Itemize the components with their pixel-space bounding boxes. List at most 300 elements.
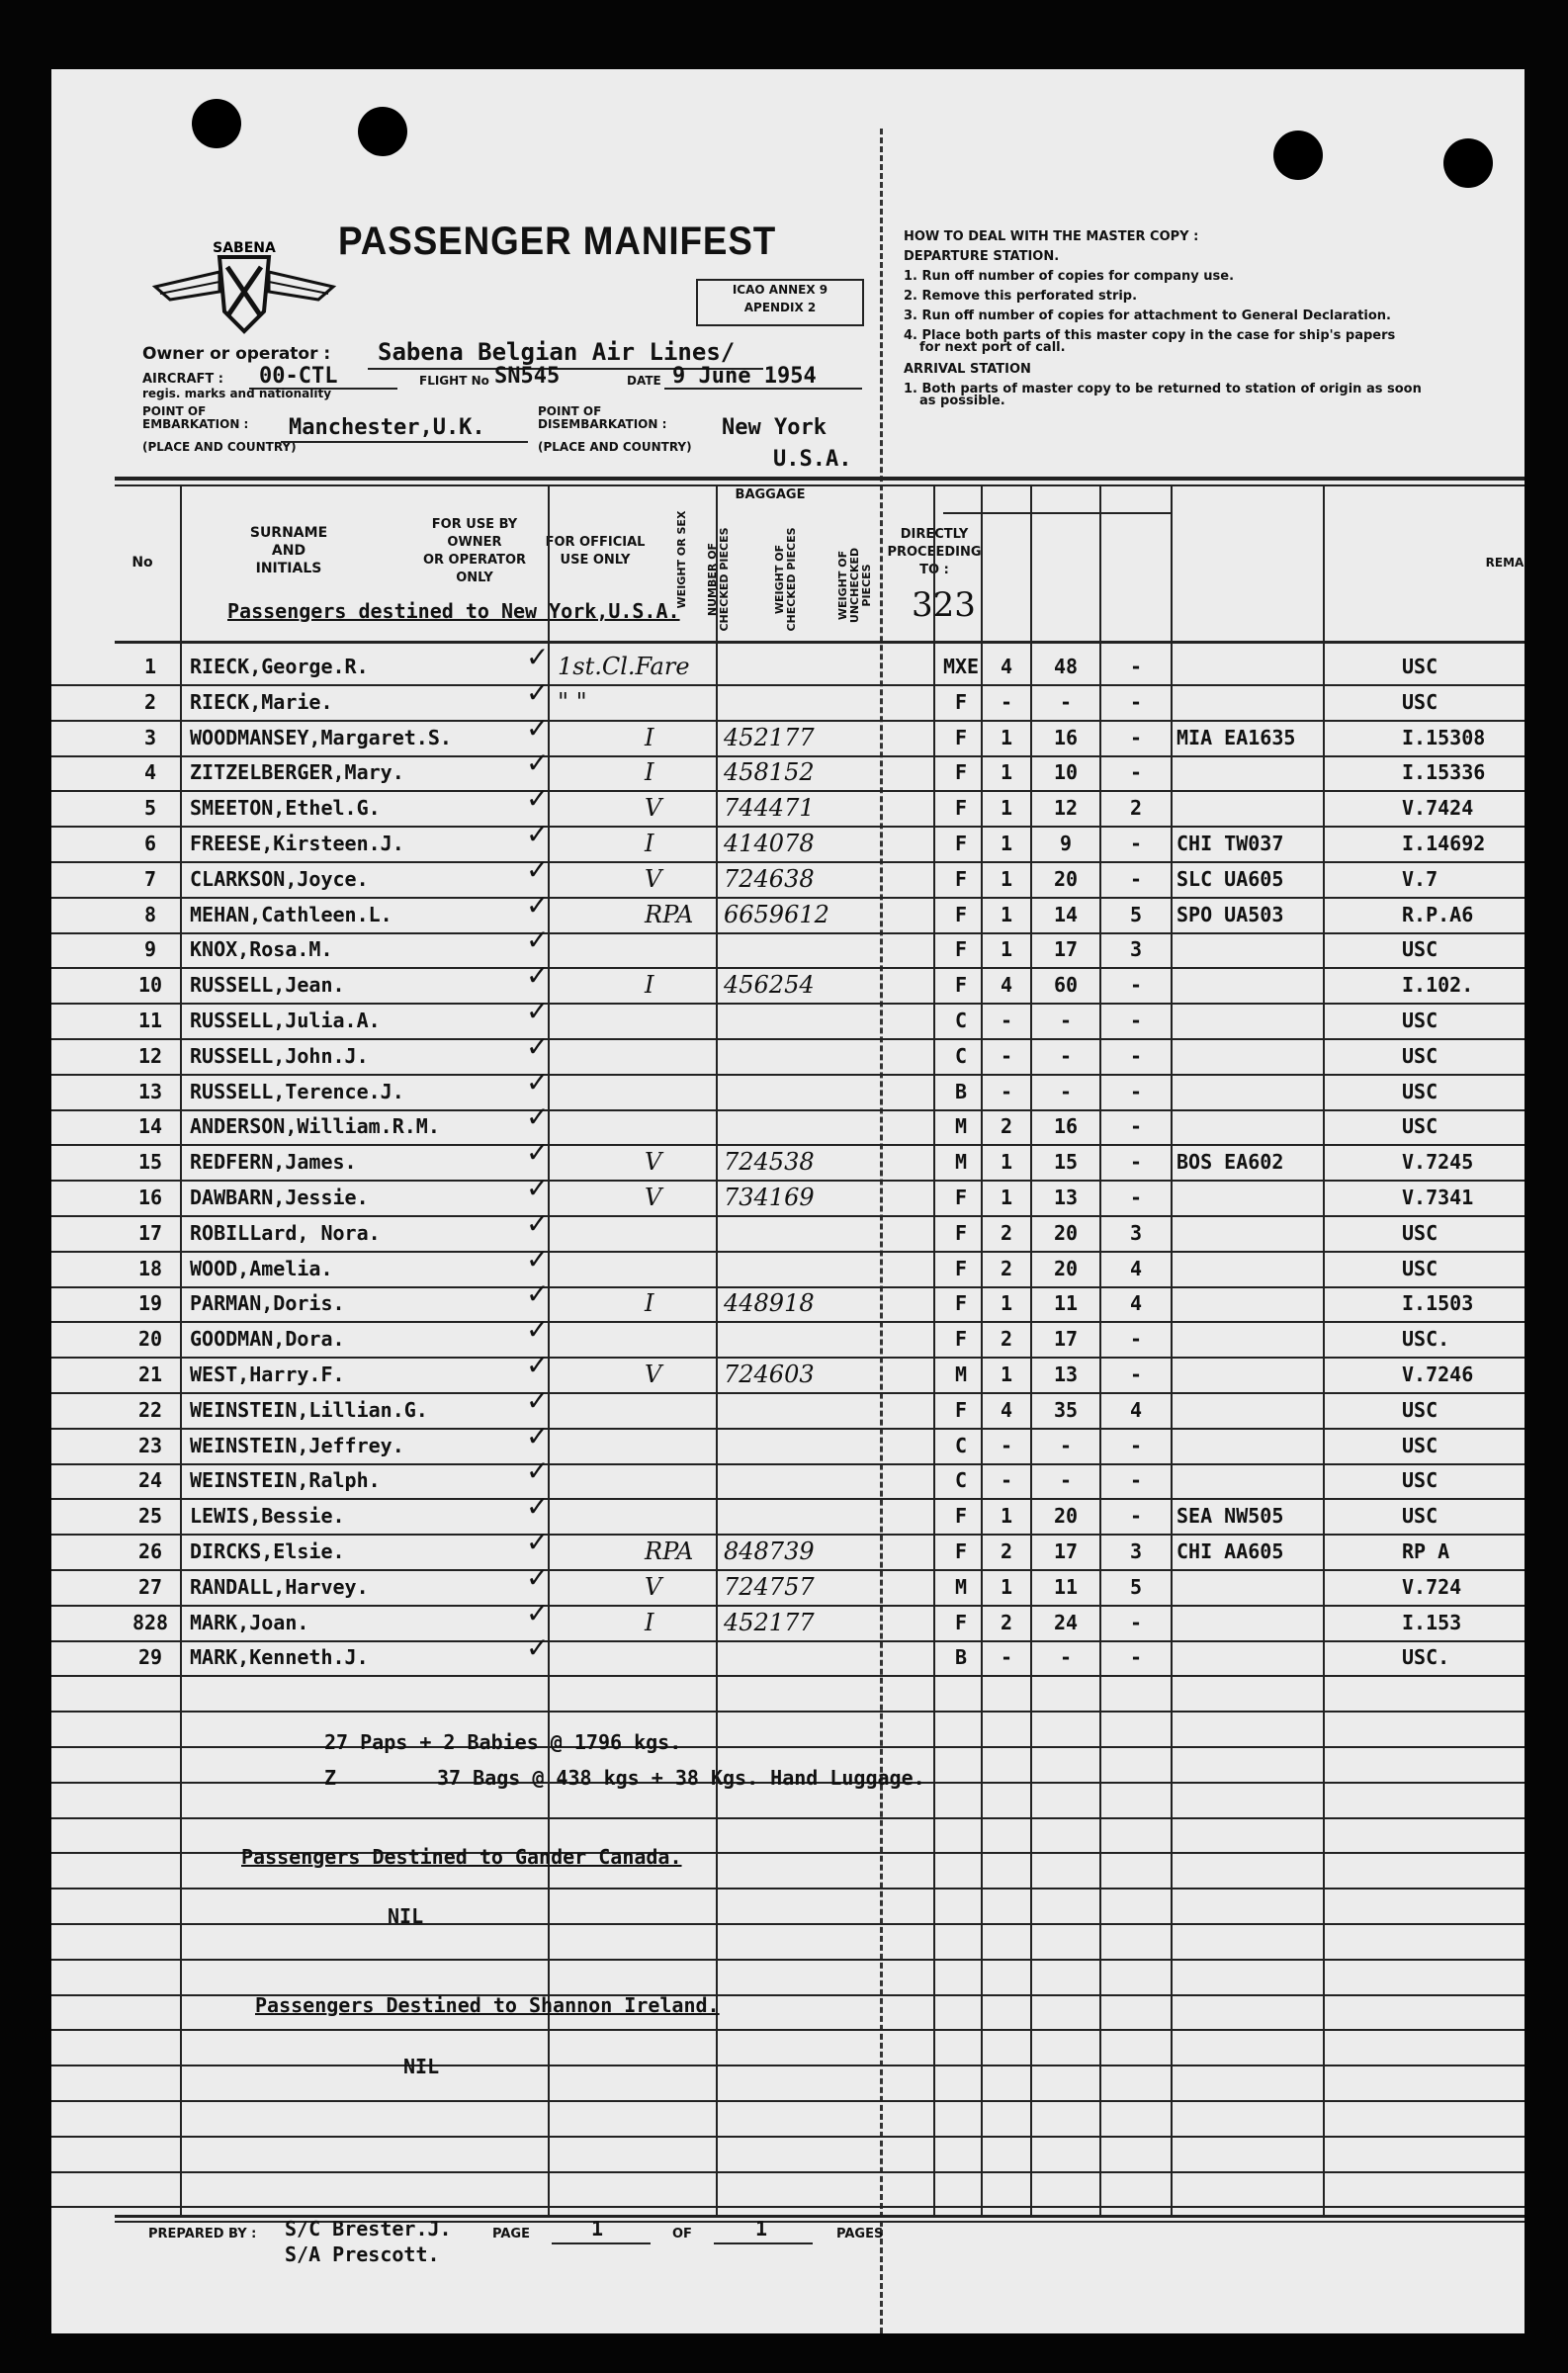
row-sex: F xyxy=(954,832,968,855)
instr-item: 4. Place both parts of this master copy in the case for ship's papers xyxy=(904,328,1396,343)
row-name: WOODMANSEY,Margaret.S. xyxy=(190,725,452,749)
row-sex: F xyxy=(954,1539,968,1563)
row-checked-weight: 35 xyxy=(1053,1397,1079,1422)
table-row xyxy=(51,1526,1524,1571)
shannon-value: NIL xyxy=(403,2055,440,2078)
row-name: RUSSELL,Jean. xyxy=(190,973,345,998)
row-name: MARK,Kenneth.J. xyxy=(190,1645,369,1670)
row-checked-weight: 11 xyxy=(1053,1291,1079,1316)
row-unchecked-weight: - xyxy=(1129,1009,1143,1032)
checkmark-icon: ✓ xyxy=(526,711,550,745)
row-no: 7 xyxy=(143,866,157,891)
row-unchecked-weight: 3 xyxy=(1129,1220,1143,1245)
col-checked-weight-header: WEIGHT OF CHECKED PIECES xyxy=(773,527,798,632)
row-checked-weight: 20 xyxy=(1053,1220,1079,1245)
blank-row xyxy=(51,2065,1524,2102)
shannon-title: Passengers Destined to Shannon Ireland. xyxy=(255,1993,720,2017)
table-row xyxy=(51,1313,1524,1359)
row-official-use: 452177 xyxy=(724,723,815,751)
row-no: 26 xyxy=(137,1539,163,1563)
row-remarks: R.P.A6 xyxy=(1402,902,1474,926)
col-unchecked-weight-header: WEIGHT OF UNCHECKED PIECES xyxy=(836,547,873,624)
row-checked-weight: 10 xyxy=(1053,760,1079,785)
row-name: RUSSELL,Julia.A. xyxy=(190,1009,381,1032)
row-unchecked-weight: - xyxy=(1129,1327,1143,1352)
checkmark-icon: ✓ xyxy=(526,782,550,816)
row-sex: F xyxy=(954,725,968,749)
of-value: 1 xyxy=(755,2217,768,2241)
instr-item: 3. Run off number of copies for attachment to General Declaration. xyxy=(904,308,1391,323)
row-no: 22 xyxy=(137,1397,163,1422)
row-sex: C xyxy=(954,1468,968,1493)
row-official-use: 458152 xyxy=(724,758,815,787)
row-name: WEINSTEIN,Ralph. xyxy=(190,1468,381,1493)
row-checked-weight: 24 xyxy=(1053,1610,1079,1634)
row-no: 10 xyxy=(137,973,163,998)
blank-row xyxy=(51,2170,1524,2208)
row-owner-use: V xyxy=(645,1184,662,1211)
row-official-use: 724538 xyxy=(724,1148,815,1177)
table-row xyxy=(51,1172,1524,1217)
row-name: KNOX,Rosa.M. xyxy=(190,937,333,962)
row-remarks: USC xyxy=(1402,689,1438,714)
row-owner-use: V xyxy=(645,1148,662,1177)
row-checked-pieces: 2 xyxy=(1000,1327,1013,1352)
row-owner-use: I xyxy=(645,1289,654,1318)
row-unchecked-weight: - xyxy=(1129,689,1143,714)
col-sex-header: WEIGHT OR SEX xyxy=(675,510,688,609)
row-owner-use: RPA xyxy=(645,900,694,928)
row-checked-weight: - xyxy=(1059,1433,1073,1457)
checkmark-icon: ✓ xyxy=(526,675,550,709)
row-remarks: USC xyxy=(1402,1220,1438,1245)
row-official-use: 848739 xyxy=(724,1538,815,1565)
checkmark-icon: ✓ xyxy=(526,1206,550,1240)
checkmark-icon: ✓ xyxy=(526,1242,550,1275)
checkmark-icon: ✓ xyxy=(526,1277,550,1311)
row-name: GOODMAN,Dora. xyxy=(190,1327,345,1352)
instr-item: for next port of call. xyxy=(919,340,1066,355)
row-sex: F xyxy=(954,1186,968,1209)
prepared-value1: S/C Brester.J. xyxy=(285,2217,452,2241)
row-no: 9 xyxy=(143,937,157,962)
row-no: 2 xyxy=(143,689,157,714)
table-row xyxy=(51,1242,1524,1288)
row-remarks: V.7246 xyxy=(1402,1362,1474,1386)
row-checked-pieces: 2 xyxy=(1000,1256,1013,1280)
row-sex: C xyxy=(954,1043,968,1068)
instructions xyxy=(904,227,1524,407)
row-unchecked-weight: - xyxy=(1129,760,1143,785)
table-row xyxy=(51,1419,1524,1465)
row-checked-weight: 20 xyxy=(1053,866,1079,891)
checkmark-icon: ✓ xyxy=(526,1172,550,1204)
col-surname-header: SURNAME AND INITIALS xyxy=(249,525,328,576)
row-remarks: USC xyxy=(1402,937,1438,962)
row-remarks: V.724 xyxy=(1402,1574,1462,1599)
row-no: 20 xyxy=(137,1327,163,1352)
table-row xyxy=(51,747,1524,792)
gander-value: NIL xyxy=(388,1904,424,1928)
row-remarks: I.15308 xyxy=(1402,725,1486,749)
checkmark-icon: ✓ xyxy=(526,1560,550,1594)
row-owner-use: V xyxy=(645,1572,662,1601)
row-checked-pieces: - xyxy=(1000,1433,1013,1457)
row-unchecked-weight: - xyxy=(1129,1610,1143,1634)
row-remarks: USC xyxy=(1402,1504,1438,1529)
row-remarks: V.7 xyxy=(1402,866,1438,891)
logo-text: SABENA xyxy=(213,240,276,256)
header-bottom-rule xyxy=(115,641,1524,644)
row-unchecked-weight: 3 xyxy=(1129,937,1143,962)
row-sex: M xyxy=(954,1150,968,1175)
table-row xyxy=(51,1383,1524,1430)
table-row xyxy=(51,1560,1524,1607)
row-name: REDFERN,James. xyxy=(190,1150,357,1175)
row-checked-pieces: 2 xyxy=(1000,1114,1013,1139)
row-remarks: USC xyxy=(1402,1256,1438,1280)
row-checked-pieces: 1 xyxy=(1000,1362,1013,1386)
row-sex: C xyxy=(954,1009,968,1032)
embark-underline xyxy=(281,441,528,443)
col-baggage-header: BAGGAGE xyxy=(735,487,806,502)
checkmark-icon: ✓ xyxy=(526,641,550,673)
row-no: 13 xyxy=(137,1079,163,1103)
row-no: 5 xyxy=(143,796,157,821)
row-official-use: 456254 xyxy=(724,971,815,1000)
row-unchecked-weight: - xyxy=(1129,1186,1143,1209)
row-unchecked-weight: 5 xyxy=(1129,1574,1143,1599)
row-checked-weight: 14 xyxy=(1053,902,1079,926)
of-label: OF xyxy=(672,2227,692,2241)
row-owner-use: I xyxy=(645,723,654,751)
row-proceeding: SEA NW505 xyxy=(1176,1504,1284,1529)
table-row xyxy=(51,1490,1524,1536)
blank-row xyxy=(51,1888,1524,1925)
row-name: SMEETON,Ethel.G. xyxy=(190,796,381,821)
row-remarks: USC xyxy=(1402,655,1438,678)
row-checked-weight: 60 xyxy=(1053,973,1079,998)
row-sex: M xyxy=(954,1574,968,1599)
row-checked-weight: - xyxy=(1059,1043,1073,1068)
gander-title: Passengers Destined to Gander Canada. xyxy=(241,1845,682,1869)
blank-row xyxy=(51,2136,1524,2173)
row-checked-weight: 20 xyxy=(1053,1256,1079,1280)
row-checked-weight: - xyxy=(1059,1645,1073,1670)
table-row xyxy=(51,1631,1524,1677)
aircraft-label: AIRCRAFT : xyxy=(142,372,223,387)
row-unchecked-weight: 5 xyxy=(1129,902,1143,926)
row-sex: F xyxy=(954,937,968,962)
row-sex: F xyxy=(954,1327,968,1352)
row-checked-pieces: - xyxy=(1000,1079,1013,1103)
punch-hole xyxy=(358,107,407,156)
row-sex: F xyxy=(954,760,968,785)
row-owner-use: " " xyxy=(558,687,587,716)
row-checked-pieces: - xyxy=(1000,1043,1013,1068)
row-remarks: USC. xyxy=(1402,1645,1450,1670)
row-remarks: I.102. xyxy=(1402,973,1474,998)
owner-value: Sabena Belgian Air Lines/ xyxy=(378,338,736,366)
row-checked-weight: 17 xyxy=(1053,937,1079,962)
row-checked-pieces: 1 xyxy=(1000,1504,1013,1529)
sabena-logo xyxy=(150,232,338,341)
row-official-use: 734169 xyxy=(724,1184,815,1211)
row-name: ZITZELBERGER,Mary. xyxy=(190,760,404,785)
table-row xyxy=(51,782,1524,828)
col-proceeding-header: DIRECTLY PROCEEDING TO : xyxy=(887,527,982,577)
row-unchecked-weight: - xyxy=(1129,973,1143,998)
row-checked-weight: - xyxy=(1059,1079,1073,1103)
row-remarks: USC xyxy=(1402,1043,1438,1068)
col-no-header: No xyxy=(131,555,153,571)
row-checked-weight: 9 xyxy=(1059,832,1073,855)
row-unchecked-weight: - xyxy=(1129,1433,1143,1457)
row-checked-weight: 20 xyxy=(1053,1504,1079,1529)
col-official-header: FOR OFFICIAL USE ONLY xyxy=(545,535,646,568)
instr-item: 2. Remove this perforated strip. xyxy=(904,289,1138,304)
row-name: FREESE,Kirsteen.J. xyxy=(190,832,404,855)
table-row xyxy=(51,923,1524,969)
row-checked-weight: 13 xyxy=(1053,1186,1079,1209)
row-checked-pieces: - xyxy=(1000,689,1013,714)
row-name: RUSSELL,Terence.J. xyxy=(190,1079,404,1103)
instr-arrival: ARRIVAL STATION xyxy=(904,362,1031,377)
row-no: 17 xyxy=(137,1220,163,1245)
row-remarks: USC xyxy=(1402,1114,1438,1139)
row-checked-pieces: 1 xyxy=(1000,796,1013,821)
page-underline xyxy=(552,2242,651,2244)
disembark-value2: U.S.A. xyxy=(773,447,852,472)
row-no: 15 xyxy=(137,1150,163,1175)
row-name: ROBILLard, Nora. xyxy=(190,1220,381,1245)
row-checked-pieces: - xyxy=(1000,1468,1013,1493)
row-no: 18 xyxy=(137,1256,163,1280)
table-row xyxy=(51,1136,1524,1182)
row-no: 1 xyxy=(143,655,157,678)
row-name: LEWIS,Bessie. xyxy=(190,1504,345,1529)
blank-row xyxy=(51,2100,1524,2138)
row-name: MARK,Joan. xyxy=(190,1610,309,1634)
row-checked-pieces: - xyxy=(1000,1009,1013,1032)
table-row xyxy=(51,1277,1524,1323)
embark-value: Manchester,U.K. xyxy=(289,415,485,440)
table-row xyxy=(51,641,1524,686)
table-row xyxy=(51,959,1524,1005)
row-official-use: 744471 xyxy=(724,794,815,823)
row-no: 25 xyxy=(137,1504,163,1529)
row-official-use: 448918 xyxy=(724,1289,815,1318)
instr-heading: HOW TO DEAL WITH THE MASTER COPY : xyxy=(904,229,1199,244)
row-name: RUSSELL,John.J. xyxy=(190,1043,369,1068)
row-remarks: USC xyxy=(1402,1009,1438,1032)
icao-line2: APENDIX 2 xyxy=(743,301,817,314)
checkmark-icon: ✓ xyxy=(526,1454,550,1488)
row-sex: F xyxy=(954,1256,968,1280)
embark-sub: (PLACE AND COUNTRY) xyxy=(142,440,297,454)
row-unchecked-weight: - xyxy=(1129,725,1143,749)
document-title: PASSENGER MANIFEST xyxy=(338,220,777,263)
row-remarks: USC xyxy=(1402,1079,1438,1103)
row-name: DIRCKS,Elsie. xyxy=(190,1539,345,1563)
row-name: WOOD,Amelia. xyxy=(190,1256,333,1280)
page-value: 1 xyxy=(591,2217,604,2241)
row-proceeding: CHI TW037 xyxy=(1176,832,1284,855)
row-checked-pieces: 2 xyxy=(1000,1220,1013,1245)
row-sex: F xyxy=(954,902,968,926)
date-value: 9 June 1954 xyxy=(672,364,817,389)
table-row xyxy=(51,852,1524,899)
pages-label: PAGES xyxy=(836,2227,884,2241)
row-unchecked-weight: - xyxy=(1129,1362,1143,1386)
table-row xyxy=(51,1100,1524,1146)
icao-box xyxy=(696,279,864,326)
row-unchecked-weight: 4 xyxy=(1129,1397,1143,1422)
disembark-label: POINT OF DISEMBARKATION : xyxy=(538,404,667,431)
row-checked-pieces: 1 xyxy=(1000,760,1013,785)
row-checked-weight: 15 xyxy=(1053,1150,1079,1175)
row-remarks: I.1503 xyxy=(1402,1291,1474,1316)
punch-hole xyxy=(192,99,241,148)
checkmark-icon: ✓ xyxy=(526,818,550,850)
row-sex: F xyxy=(954,689,968,714)
checkmark-icon: ✓ xyxy=(526,1065,550,1099)
row-sex: F xyxy=(954,1220,968,1245)
summary-mark: Z xyxy=(324,1766,337,1790)
row-remarks: USC xyxy=(1402,1397,1438,1422)
row-official-use: 452177 xyxy=(724,1608,815,1636)
row-remarks: V.7245 xyxy=(1402,1150,1474,1175)
row-name: PARMAN,Doris. xyxy=(190,1291,345,1316)
row-no: 6 xyxy=(143,832,157,855)
checkmark-icon: ✓ xyxy=(526,995,550,1027)
checkmark-icon: ✓ xyxy=(526,1631,550,1665)
row-no: 19 xyxy=(137,1291,163,1316)
instr-arrival-item: as possible. xyxy=(919,394,1005,408)
owner-label: Owner or operator : xyxy=(142,344,331,364)
row-checked-weight: - xyxy=(1059,1009,1073,1032)
table-row xyxy=(51,1065,1524,1111)
icao-line1: ICAO ANNEX 9 xyxy=(732,283,828,297)
row-proceeding: BOS EA602 xyxy=(1176,1150,1284,1175)
row-checked-pieces: 1 xyxy=(1000,832,1013,855)
row-checked-pieces: 1 xyxy=(1000,725,1013,749)
row-checked-pieces: 4 xyxy=(1000,973,1013,998)
row-sex: F xyxy=(954,1397,968,1422)
checkmark-icon: ✓ xyxy=(526,888,550,922)
row-official-use: 724638 xyxy=(724,864,815,893)
row-checked-weight: 13 xyxy=(1053,1362,1079,1386)
row-checked-pieces: 2 xyxy=(1000,1610,1013,1634)
checkmark-icon: ✓ xyxy=(526,1349,550,1381)
prepared-value2: S/A Prescott. xyxy=(285,2242,440,2266)
row-name: DAWBARN,Jessie. xyxy=(190,1186,369,1209)
table-row xyxy=(51,818,1524,863)
row-unchecked-weight: - xyxy=(1129,1645,1143,1670)
row-sex: F xyxy=(954,1610,968,1634)
row-official-use: 724757 xyxy=(724,1572,815,1601)
row-no: 29 xyxy=(137,1645,163,1670)
col-checked-pieces-header: NUMBER OF CHECKED PIECES xyxy=(706,527,731,632)
row-official-use: 414078 xyxy=(724,830,815,857)
table-row xyxy=(51,1454,1524,1500)
table-row xyxy=(51,711,1524,757)
row-remarks: I.14692 xyxy=(1402,832,1486,855)
blank-row xyxy=(51,1711,1524,1748)
table-row xyxy=(51,1029,1524,1076)
row-sex: M xyxy=(954,1114,968,1139)
row-unchecked-weight: - xyxy=(1129,1468,1143,1493)
row-checked-pieces: 4 xyxy=(1000,655,1013,678)
row-no: 23 xyxy=(137,1433,163,1457)
checkmark-icon: ✓ xyxy=(526,1526,550,1558)
blank-row xyxy=(51,2029,1524,2066)
proceeding-number: 323 xyxy=(912,585,976,625)
row-checked-pieces: 1 xyxy=(1000,937,1013,962)
disembark-sub: (PLACE AND COUNTRY) xyxy=(538,440,692,454)
row-name: CLARKSON,Joyce. xyxy=(190,866,369,891)
row-official-use: 724603 xyxy=(724,1361,815,1388)
row-unchecked-weight: - xyxy=(1129,1043,1143,1068)
aircraft-sub: regis. marks and nationality xyxy=(142,387,332,400)
row-unchecked-weight: - xyxy=(1129,1114,1143,1139)
row-name: WEINSTEIN,Jeffrey. xyxy=(190,1433,404,1457)
blank-row xyxy=(51,1959,1524,1996)
row-checked-weight: - xyxy=(1059,1468,1073,1493)
row-checked-weight: 48 xyxy=(1053,655,1079,678)
instr-departure: DEPARTURE STATION. xyxy=(904,249,1060,264)
row-sex: F xyxy=(954,1291,968,1316)
row-checked-weight: 17 xyxy=(1053,1539,1079,1563)
row-name: RANDALL,Harvey. xyxy=(190,1574,369,1599)
row-unchecked-weight: - xyxy=(1129,1504,1143,1529)
row-remarks: I.15336 xyxy=(1402,760,1486,785)
prepared-label: PREPARED BY : xyxy=(148,2227,257,2241)
row-remarks: USC xyxy=(1402,1433,1438,1457)
row-owner-use: I xyxy=(645,971,654,1000)
table-row xyxy=(51,675,1524,722)
of-underline xyxy=(714,2242,813,2244)
row-name: RIECK,Marie. xyxy=(190,689,333,714)
row-unchecked-weight: 3 xyxy=(1129,1539,1143,1563)
checkmark-icon: ✓ xyxy=(526,1313,550,1347)
row-proceeding: MIA EA1635 xyxy=(1176,725,1296,749)
row-no: 12 xyxy=(137,1043,163,1068)
row-proceeding: SLC UA605 xyxy=(1176,866,1284,891)
instr-item: 1. Run off number of copies for company use. xyxy=(904,269,1235,284)
row-checked-pieces: 1 xyxy=(1000,1574,1013,1599)
row-sex: F xyxy=(954,796,968,821)
col-owner-header: FOR USE BY OWNER OR OPERATOR ONLY xyxy=(422,517,527,585)
row-checked-pieces: 4 xyxy=(1000,1397,1013,1422)
table-row xyxy=(51,995,1524,1040)
row-no: 24 xyxy=(137,1468,163,1493)
flight-label: FLIGHT No xyxy=(419,374,489,388)
checkmark-icon: ✓ xyxy=(526,1596,550,1629)
row-no: 4 xyxy=(143,760,157,785)
row-owner-use: I xyxy=(645,758,654,787)
row-checked-pieces: 1 xyxy=(1000,1150,1013,1175)
summary-line1: 27 Paps + 2 Babies @ 1796 kgs. xyxy=(324,1730,682,1754)
aircraft-value: 00-CTL xyxy=(259,364,338,389)
row-unchecked-weight: - xyxy=(1129,1079,1143,1103)
checkmark-icon: ✓ xyxy=(526,1490,550,1524)
row-unchecked-weight: - xyxy=(1129,1150,1143,1175)
row-no: 3 xyxy=(143,725,157,749)
punch-hole xyxy=(1443,138,1493,188)
table-row xyxy=(51,1596,1524,1642)
date-label: DATE xyxy=(627,374,661,388)
